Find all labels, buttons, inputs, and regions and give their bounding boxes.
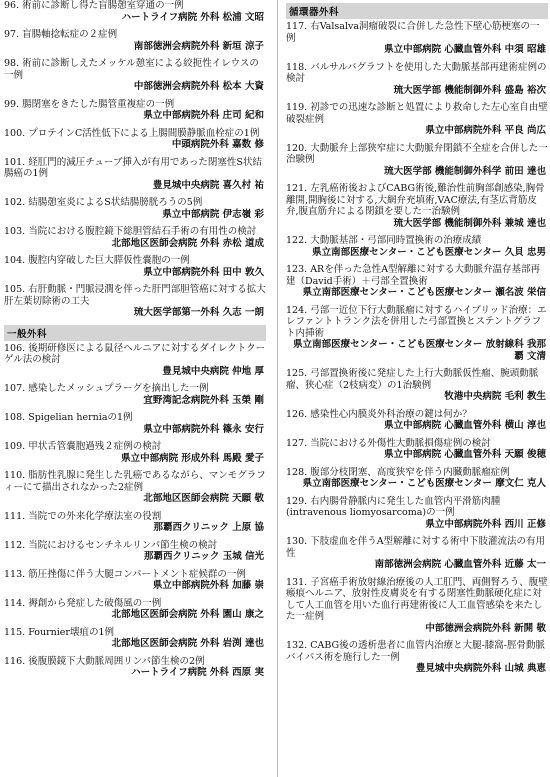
entry-author: 豊見城中央病院 喜久村 祐 — [152, 179, 264, 191]
abstract-entry — [4, 412, 266, 435]
entry-title — [4, 441, 266, 453]
entry-author: 県立南部医療センター・こども医療センター 瀬名波 栄信 — [302, 287, 546, 298]
abstract-entry — [4, 197, 266, 220]
entry-title-text: 感染性心内膜炎外科治療の鍵は何か？ — [310, 408, 472, 420]
abstract-entry — [286, 438, 548, 461]
abstract-entry — [286, 183, 548, 229]
entry-number: 120. — [286, 142, 308, 154]
entry-title-text: 当院における腹腔鏡下総胆管結石手術の有用性の検討 — [28, 226, 257, 237]
entry-title — [4, 157, 266, 180]
entry-title-text: 当院における外傷性大動脈損傷症例の検討 — [310, 437, 491, 449]
entry-author: 北部地区医師会病院 外科 赤松 道成 — [111, 237, 264, 249]
entry-title — [4, 99, 266, 111]
entry-title — [286, 102, 548, 125]
entry-title-text: Fournier壊疽の1例 — [28, 626, 115, 638]
entry-author: 琉大医学部 機能制御外科学 前田 達也 — [384, 165, 546, 177]
entry-author: 県立南部医療センター・こども医療センター 久貝 忠男 — [312, 246, 546, 258]
entry-title — [4, 226, 266, 238]
abstract-entry — [4, 58, 266, 93]
entry-author: 県立南部医療センター・こども医療センター 放射線科 我那覇 文清 — [293, 339, 546, 362]
left-column — [4, 0, 266, 685]
abstract-entry — [286, 368, 548, 403]
entry-title — [4, 128, 266, 140]
right-column — [286, 0, 548, 681]
entry-author: 南部徳洲会病院外科 新垣 涼子 — [133, 40, 264, 52]
entry-author: 県立中部病院外科 平良 尚広 — [425, 125, 546, 136]
entry-title-text: ARを伴った急性A型解離に対する大動脈弁温存基部再建（David手術）＋弓部全置換術 — [286, 264, 541, 287]
section-header-cardiovascular: 循環器外科 — [286, 3, 548, 19]
entry-number: 105. — [4, 284, 26, 295]
abstract-entry — [4, 255, 266, 278]
abstract-entry — [286, 409, 548, 432]
entry-title — [4, 197, 266, 209]
entry-title-text: 大動脈弁上部狭窄症に大動脈弁閉鎖不全症を合併した一治験例 — [286, 142, 548, 165]
entry-number: 118. — [286, 61, 308, 73]
entry-number: 101. — [4, 156, 26, 168]
entry-title-text: 弓部一近位下行大動脈瘤に対するハイブリッド治療：エレファントトランク法を併用した弓部置換とステントグラフト内挿術 — [286, 304, 547, 339]
entry-title — [4, 569, 266, 581]
entry-number: 125. — [286, 368, 308, 379]
abstract-entry — [286, 235, 548, 258]
entry-author: 那覇西クリニック 玉城 信光 — [143, 551, 264, 562]
entry-number: 110. — [4, 470, 26, 481]
entry-title — [286, 305, 548, 340]
entry-author: 那覇西クリニック 上原 協 — [153, 522, 264, 533]
entry-author: 琉大医学部 機能制御外科 兼城 達也 — [393, 217, 546, 229]
entry-title-text: 褥創から発症した破傷風の一例 — [28, 597, 162, 609]
entry-title-text: 感染したメッシュプラーグを摘出した一例 — [28, 383, 209, 394]
entry-author: 県立中部病院 心臓血管外科 中須 昭雄 — [384, 44, 546, 55]
entry-author: 中頭病院外科 嘉数 修 — [171, 139, 264, 150]
entry-title-text: 大動脈基部・弓部同時置換術の治療成績 — [310, 235, 482, 246]
entry-number: 100. — [4, 127, 26, 139]
abstract-entry — [4, 343, 266, 378]
entry-title-text: 下肢虚血を伴うA型解離に対する術中下肢灌流法の有用性 — [286, 536, 546, 559]
entry-author: 県立中部病院外科 庄司 紀和 — [143, 110, 264, 121]
entry-title — [4, 540, 266, 552]
entry-title — [4, 656, 266, 668]
entry-number: 104. — [4, 255, 26, 266]
entry-title — [286, 640, 548, 663]
entry-title-text: バルサルバグラフトを使用した大動脈基部再建術症例の検討 — [286, 61, 547, 84]
abstract-entry — [286, 264, 548, 299]
entry-author: 南部徳洲会病院 心臓血管外科 近藤 太一 — [374, 559, 546, 570]
entry-number: 114. — [4, 597, 26, 609]
abstract-entry — [286, 536, 548, 571]
entry-author: 県立中部病院外科 篠永 安行 — [143, 423, 264, 435]
entry-title — [286, 467, 548, 479]
entry-number: 109. — [4, 441, 26, 452]
entry-author: 北部地区医師会病院 外科 園山 康之 — [111, 609, 264, 620]
entry-title-text: 脂肪性乳腺に発生した乳癌であるながら、マンモグラフィーにて描出されなかった2症例 — [4, 470, 266, 493]
entry-title — [286, 496, 548, 519]
entry-author: 中部徳洲会病院外科 新開 敬 — [425, 622, 546, 634]
section-header-general-surgery: 一般外科 — [4, 325, 266, 341]
entry-number: 117. — [286, 21, 308, 32]
entry-title — [4, 0, 266, 12]
entry-title — [286, 183, 548, 218]
entry-title-text: 当院での外来化学療法室の役割 — [28, 510, 162, 522]
entry-author: ハートライフ病院 外科 松浦 文昭 — [121, 11, 264, 23]
entry-author: 北部地区医師会病院 外科 岩渕 達也 — [111, 638, 264, 649]
abstract-entry — [4, 511, 266, 534]
entry-author: 県立中部病院外科 田中 敦久 — [143, 266, 264, 278]
entry-title — [286, 264, 548, 287]
entry-number: 113. — [4, 568, 26, 580]
entry-author: 県立中部病院外科 加藤 崇 — [152, 580, 264, 591]
entry-title-text: 左乳癌術後およびCABG術後,難治性前胸部創感染,胸骨離開,開胸後に対する,大網弁充填術,VAC療法,有茎広背筋皮弁,腹直筋弁による閉鎖を要した一治験例 — [286, 183, 545, 217]
entry-title-text: 右肝動脈・門脈浸潤を伴った肝門部胆管癌に対する拡大肝左葉切除術の工夫 — [4, 284, 266, 307]
entry-author: 県立中部病院 伊志嶺 彩 — [162, 208, 264, 220]
entry-author: 県立中部病院外科 西川 正修 — [425, 518, 546, 530]
entry-number: 96. — [4, 0, 20, 11]
entry-title — [286, 409, 548, 421]
entry-title-text: 術前に診断しえたメッケル憩室による絞扼性イレウスの一例 — [4, 58, 259, 81]
entry-author: 牧港中央病院 毛利 教生 — [444, 391, 546, 402]
abstract-entry — [4, 540, 266, 563]
entry-title-text: 初診での迅速な診断と処置により救命した左心室自由壁破裂症例 — [286, 102, 548, 125]
entry-number: 108. — [4, 412, 26, 423]
abstract-entry — [286, 496, 548, 531]
entry-title — [286, 368, 548, 391]
abstract-entry — [4, 99, 266, 122]
entry-title — [286, 62, 548, 85]
entry-number: 107. — [4, 383, 26, 394]
entry-title-text: 結腸憩室炎によるS状結腸膀胱ろうの5例 — [28, 197, 203, 208]
entry-title-text: 経肛門的減圧チューブ挿入が有用であった閉塞性S状結腸癌の1例 — [4, 156, 262, 179]
entry-title — [286, 438, 548, 450]
entry-title-text: 当院におけるセンチネルリンパ節生検の検討 — [28, 539, 218, 551]
abstract-entry — [286, 102, 548, 137]
entry-title — [4, 343, 266, 366]
entry-author: 琉大医学部 機能制御外科 盛島 裕次 — [393, 84, 546, 96]
entry-number: 121. — [286, 183, 308, 194]
entry-title — [4, 412, 266, 424]
entry-number: 116. — [4, 655, 26, 667]
entry-author: 豊見城中央病院外科 山城 典恵 — [415, 663, 546, 674]
entry-author: ハートライフ病院 外科 西原 実 — [131, 667, 264, 678]
entry-title-text: 後腹膜鏡下大動脈周囲リンパ節生検の2例 — [28, 655, 205, 667]
entry-title-text: 子宮癌手術放射線治療後の人工肛門、両側腎ろう、腹壁瘢痕ヘルニア、放射性皮膚炎を有する閉塞性動脈硬化症に対して人工血管を用いた血行再建術後に人工血管感染を来たした一症例 — [286, 576, 548, 622]
entry-author: 県立中部病院 心臓血管外科 天願 俊穂 — [384, 449, 546, 460]
entry-number: 97. — [4, 29, 20, 40]
entry-author: 県立中部病院 心臓血管外科 横山 淳也 — [384, 420, 546, 431]
entry-author: 中部徳洲会病院外科 松本 大資 — [133, 81, 264, 92]
entry-author: 琉大医学部第一外科 久志 一朗 — [133, 307, 264, 318]
entry-title-text: 術前に診断し得た盲腸憩室穿通の一例 — [22, 0, 184, 11]
entry-title-text: 弓部置換術後に発症した上行大動脈仮性瘤、腕頭動脈瘤、狭心症（2枝病変）の1治験例 — [286, 368, 539, 391]
abstract-entry — [4, 656, 266, 679]
abstract-entry — [4, 441, 266, 464]
entry-author: 県立南部医療センター・こども医療センター 摩文仁 克人 — [302, 478, 546, 489]
abstract-entry — [286, 467, 548, 490]
abstract-entry — [4, 29, 266, 52]
entry-number: 126. — [286, 408, 308, 420]
abstract-entry — [4, 0, 266, 23]
abstract-entry — [4, 627, 266, 650]
entry-number: 132. — [286, 640, 308, 651]
entry-title-text: 後期研修医による鼠径ヘルニアに対するダイレクトクーゲル法の検討 — [4, 342, 266, 365]
abstract-entry — [286, 21, 548, 56]
entry-number: 129. — [286, 495, 308, 507]
entry-title — [4, 627, 266, 639]
entry-title-text: 盲腸軸捻転症の２症例 — [22, 29, 118, 40]
entry-title-text: 右Valsalva洞瘤破裂に合併した急性下壁心筋梗塞の一例 — [286, 21, 540, 44]
entry-author: 宜野湾記念病院外科 玉榮 剛 — [143, 394, 264, 406]
entry-title — [4, 255, 266, 267]
entry-number: 103. — [4, 226, 26, 237]
entry-title — [4, 58, 266, 81]
entry-author: 県立中部病院 形成外科 馬殿 愛子 — [121, 452, 264, 464]
entry-title — [286, 577, 548, 623]
entry-title-text: Spigelian herniaの1例 — [28, 412, 133, 423]
entry-number: 119. — [286, 102, 308, 113]
entry-number: 99. — [4, 98, 20, 110]
abstract-entry — [4, 569, 266, 592]
entry-number: 106. — [4, 342, 26, 354]
entry-title — [4, 598, 266, 610]
left-entries-general — [4, 343, 266, 679]
entry-title — [4, 29, 266, 41]
abstract-entry — [286, 577, 548, 635]
entry-number: 111. — [4, 510, 26, 522]
entry-title-text: 筋圧挫傷に伴う大腿コンパートメント症候群の一例 — [28, 568, 246, 580]
entry-title — [286, 143, 548, 166]
abstract-entry — [286, 143, 548, 178]
entry-author: 北部地区医師会病院 天願 敬 — [143, 493, 264, 504]
entry-number: 128. — [286, 466, 308, 478]
entry-title — [4, 284, 266, 307]
entry-number: 131. — [286, 576, 308, 588]
entry-title-text: CABG後の透析患者に血管内治療と大腿-膝窩-脛骨動脈バイパス術を施行した一例 — [286, 640, 545, 663]
abstract-entry — [4, 284, 266, 319]
entry-number: 115. — [4, 626, 26, 638]
entry-title — [286, 235, 548, 247]
entry-author: 豊見城中央病院 仲地 厚 — [162, 365, 264, 377]
abstract-entry — [286, 640, 548, 675]
entry-title-text: 腸閉塞をきたした腸管重複症の一例 — [22, 98, 175, 110]
entry-title-text: プロテインC活性低下による上腸間膜静脈血栓症の1例 — [28, 127, 260, 139]
entry-number: 124. — [286, 304, 308, 316]
entry-title — [4, 383, 266, 395]
column-divider — [277, 0, 278, 777]
entry-number: 98. — [4, 58, 20, 69]
entry-number: 112. — [4, 539, 26, 551]
entry-number: 130. — [286, 536, 308, 547]
entry-title-text: 腹部分枝閉塞、高度狭窄を伴う内臓動脈瘤症例 — [310, 466, 510, 478]
left-entries-top — [4, 0, 266, 319]
abstract-entry — [286, 305, 548, 363]
entry-title-text: 右内腸骨静脈内に発生した血管内平滑筋肉腫(intravenous liomyosarcoma)の一例 — [286, 495, 501, 518]
entry-title — [286, 536, 548, 559]
abstract-entry — [286, 62, 548, 97]
entry-title — [4, 470, 266, 493]
right-entries — [286, 21, 548, 675]
abstract-entry — [4, 470, 266, 505]
abstract-entry — [4, 226, 266, 249]
abstract-entry — [4, 157, 266, 192]
entry-title — [4, 511, 266, 523]
entry-number: 122. — [286, 235, 308, 246]
abstract-entry — [4, 128, 266, 151]
entry-title — [286, 21, 548, 44]
entry-title-text: 甲状舌管嚢胞過残２症例の検討 — [28, 441, 162, 452]
entry-number: 123. — [286, 264, 308, 275]
abstract-entry — [4, 383, 266, 406]
entry-number: 102. — [4, 197, 26, 208]
entry-number: 127. — [286, 437, 308, 449]
entry-title-text: 腹腔内穿破した巨大膵仮性嚢胞の一例 — [28, 255, 190, 266]
abstract-entry — [4, 598, 266, 621]
